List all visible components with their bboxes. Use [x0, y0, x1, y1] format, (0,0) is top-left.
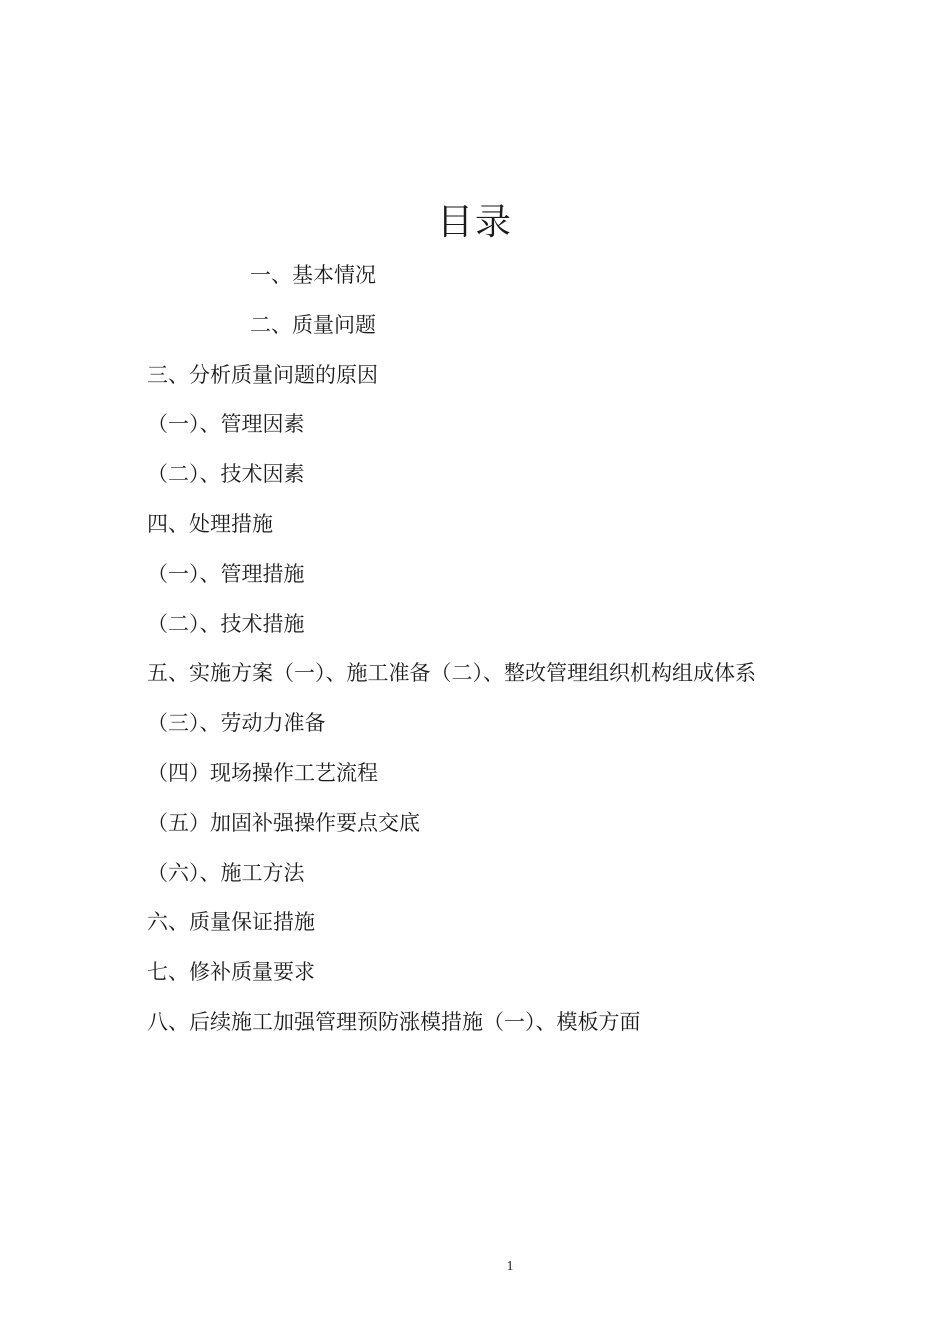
toc-entry: 二、质量问题 [250, 312, 376, 337]
toc-entry: （二）、技术因素 [147, 462, 305, 487]
toc-entry: 三、分析质量问题的原因 [147, 362, 378, 387]
page-number: 1 [506, 1259, 514, 1274]
toc-entry: 四、处理措施 [147, 511, 273, 536]
toc-entry: （六）、施工方法 [147, 860, 305, 885]
toc-entry: 一、基本情况 [250, 263, 376, 287]
toc-entry: 六、质量保证措施 [147, 910, 315, 935]
toc-list [0, 251, 950, 1048]
toc-entry: （三）、劳动力准备 [147, 711, 326, 736]
toc-entry: （二）、技术措施 [147, 611, 305, 636]
toc-title: 目录 [436, 202, 513, 243]
toc-entry: 五、实施方案（一）、施工准备（二）、整改管理组织机构组成体系 [147, 661, 756, 686]
toc-entry: 七、修补质量要求 [147, 960, 315, 985]
toc-entry: （一）、管理因素 [147, 412, 305, 437]
toc-entry: 八、后续施工加强管理预防涨模措施（一）、模板方面 [147, 1009, 641, 1034]
toc-entry: （一）、管理措施 [147, 561, 305, 586]
toc-entry: （四）现场操作工艺流程 [147, 760, 378, 785]
toc-entry: （五）加固补强操作要点交底 [147, 810, 420, 835]
